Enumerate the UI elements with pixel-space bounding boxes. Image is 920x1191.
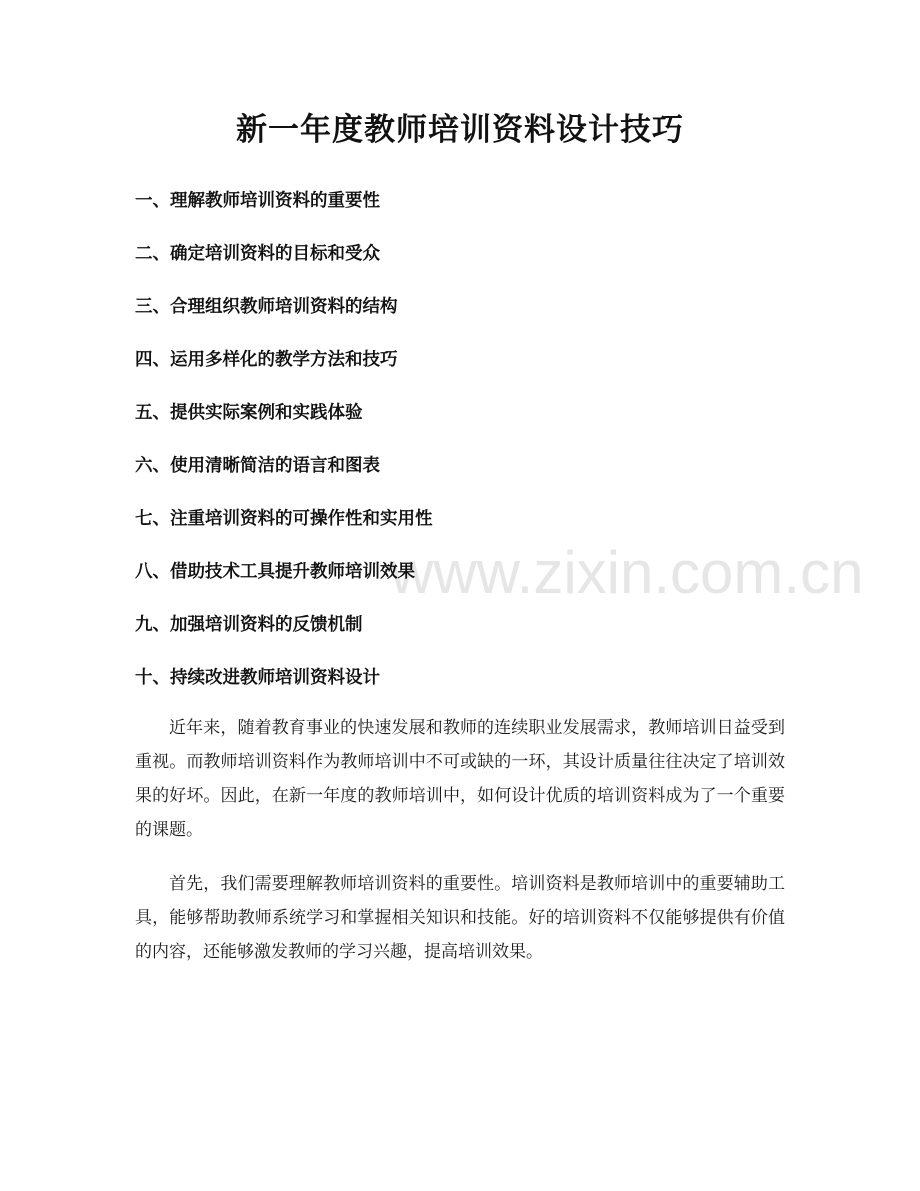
- toc-item: 七、注重培训资料的可操作性和实用性: [135, 509, 433, 529]
- page-title: 新一年度教师培训资料设计技巧: [236, 112, 684, 148]
- body-text: [135, 711, 785, 989]
- watermark: www.zixin.com.cn: [390, 539, 864, 606]
- toc-item: 八、借助技术工具提升教师培训效果: [135, 562, 415, 582]
- paragraph: 近年来，随着教育事业的快速发展和教师的连续职业发展需求，教师培训日益受到重视。而教师培训资料作为教师培训中不可或缺的一环，其设计质量往往决定了培训效果的好坏。因此，在新一年度的教师培训中，如何设计优质的培训资料成为了一个重要的课题。: [135, 718, 785, 840]
- table-of-contents: [135, 185, 795, 715]
- toc-item: 三、合理组织教师培训资料的结构: [135, 297, 398, 317]
- toc-item: 五、提供实际案例和实践体验: [135, 403, 363, 423]
- toc-item: 九、加强培训资料的反馈机制: [135, 615, 363, 635]
- toc-item: 二、确定培训资料的目标和受众: [135, 244, 380, 264]
- toc-item: 六、使用清晰简洁的语言和图表: [135, 456, 380, 476]
- toc-item: 四、运用多样化的教学方法和技巧: [135, 350, 398, 370]
- toc-item: 十、持续改进教师培训资料设计: [135, 668, 380, 688]
- toc-item: 一、理解教师培训资料的重要性: [135, 191, 380, 211]
- paragraph: 首先，我们需要理解教师培训资料的重要性。培训资料是教师培训中的重要辅助工具，能够帮助教师系统学习和掌握相关知识和技能。好的培训资料不仅能够提供有价值的内容，还能够激发教师的学习兴趣，提高培训效果。: [135, 874, 785, 962]
